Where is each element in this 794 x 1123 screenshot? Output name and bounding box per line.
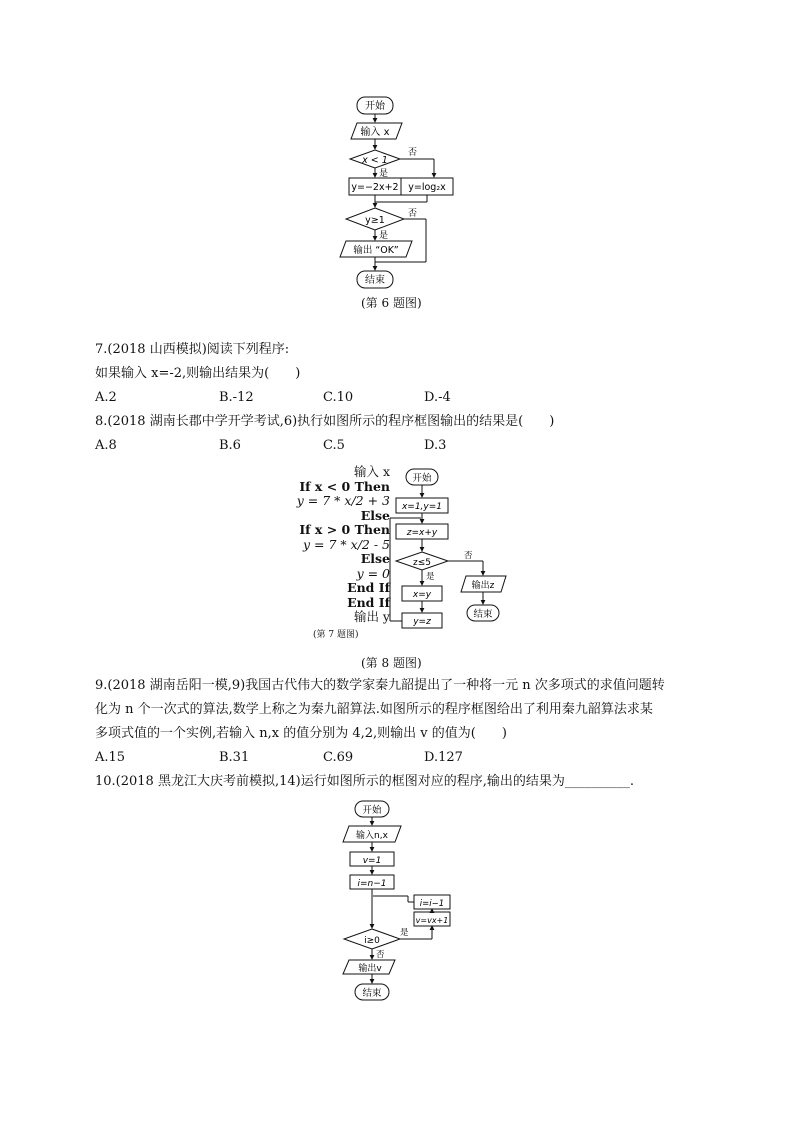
program-line: Else xyxy=(360,507,390,523)
program-line: y = 7 * x/2 + 3 xyxy=(296,493,390,508)
fig7-caption: (第 7 题图) xyxy=(313,630,359,640)
i-init-label: i=n−1 xyxy=(357,879,387,889)
right-assign-label: y=log₂x xyxy=(408,182,446,193)
flowchart-q10 xyxy=(338,798,468,1004)
q9-line1: 9.(2018 湖南岳阳一模,9)我国古代伟大的数学家秦九韶提出了一种将一元 n 次多项式的求值问题转 xyxy=(95,678,665,693)
no-label: 否 xyxy=(464,551,473,561)
start-label: 开始 xyxy=(362,805,382,816)
program-line: End If xyxy=(347,594,390,610)
q7-line2: 如果输入 x=-2,则输出结果为( ) xyxy=(95,366,301,381)
q10-line1: 10.(2018 黑龙江大庆考前模拟,14)运行如图所示的框图对应的程序,输出的结果为__________. xyxy=(95,774,634,789)
program-line: y = 7 * x/2 - 5 xyxy=(303,536,390,552)
output-label: 输出 “OK” xyxy=(353,245,399,256)
program-line: If x > 0 Then xyxy=(299,522,390,537)
cond-label: i≥0 xyxy=(364,936,380,946)
input-label: 输入 x xyxy=(360,127,390,138)
q7-option-b: B.-12 xyxy=(219,390,254,405)
start-label: 开始 xyxy=(365,101,385,112)
q9-option-d: D.127 xyxy=(424,750,463,765)
flowchart-q6 xyxy=(330,92,460,290)
program-line: End If xyxy=(347,580,390,595)
q7-option-c: C.10 xyxy=(323,390,354,405)
v-update-label: v=vx+1 xyxy=(415,916,449,925)
q9-line3: 多项式值的一个实例,若输入 n,x 的值分别为 4,2,则输出 v 的值为( ) xyxy=(95,726,507,741)
y-assign-label: y=z xyxy=(413,617,431,627)
q7-option-d: D.-4 xyxy=(424,390,451,405)
init-label: x=1,y=1 xyxy=(401,502,443,512)
program-line: y = 0 xyxy=(356,565,390,581)
program-line: Else xyxy=(360,551,390,566)
v-init-label: v=1 xyxy=(362,856,382,866)
q8-option-c: C.5 xyxy=(323,438,345,453)
end-label: 结束 xyxy=(365,275,385,286)
q7-line1: 7.(2018 山西模拟)阅读下列程序: xyxy=(95,342,290,357)
cond1-label: x < 1 xyxy=(362,155,388,166)
start-label: 开始 xyxy=(412,473,432,484)
q8-option-d: D.3 xyxy=(424,438,447,453)
q9-option-c: C.69 xyxy=(323,750,354,765)
q9-line2: 化为 n 个一次式的算法,数学上称之为秦九韶算法.如图所示的程序框图给出了利用秦九韶算法求某 xyxy=(95,702,653,717)
flowchart-q8 xyxy=(388,466,518,636)
end-label: 结束 xyxy=(362,988,382,999)
no-label: 否 xyxy=(376,950,385,960)
yes-label-2: 是 xyxy=(379,231,389,241)
q8-option-a: A.8 xyxy=(95,438,117,453)
q7-option-a: A.2 xyxy=(95,390,117,405)
program-q7 xyxy=(282,465,390,625)
fig6-caption: (第 6 题图) xyxy=(361,296,422,310)
no-label-1: 否 xyxy=(408,148,418,158)
z-assign-label: z=x+y xyxy=(406,528,438,538)
q8-line1: 8.(2018 湖南长郡中学开学考试,6)执行如图所示的程序框图输出的结果是( ) xyxy=(95,414,555,429)
no-label-2: 否 xyxy=(408,209,418,219)
program-line: 输出 y xyxy=(353,609,390,624)
i-dec-label: i=i−1 xyxy=(419,899,445,909)
x-assign-label: x=y xyxy=(412,590,432,600)
fig8-caption: (第 8 题图) xyxy=(361,656,422,670)
output-label: 输出z xyxy=(471,581,495,591)
yes-label-1: 是 xyxy=(379,169,389,179)
q8-option-b: B.6 xyxy=(219,438,241,453)
left-assign-label: y=−2x+2 xyxy=(351,182,399,193)
output-label: 输出v xyxy=(358,964,382,974)
cond2-label: y≥1 xyxy=(365,215,385,226)
end-label: 结束 xyxy=(473,609,493,620)
cond-label: z≤5 xyxy=(413,558,431,568)
yes-label: 是 xyxy=(400,928,409,938)
program-line: If x < 0 Then xyxy=(299,478,390,494)
program-line: 输入 x xyxy=(353,464,390,479)
yes-label: 是 xyxy=(426,572,435,582)
input-label: 输入n,x xyxy=(356,831,388,841)
q9-option-a: A.15 xyxy=(95,750,126,765)
q9-option-b: B.31 xyxy=(219,750,250,765)
